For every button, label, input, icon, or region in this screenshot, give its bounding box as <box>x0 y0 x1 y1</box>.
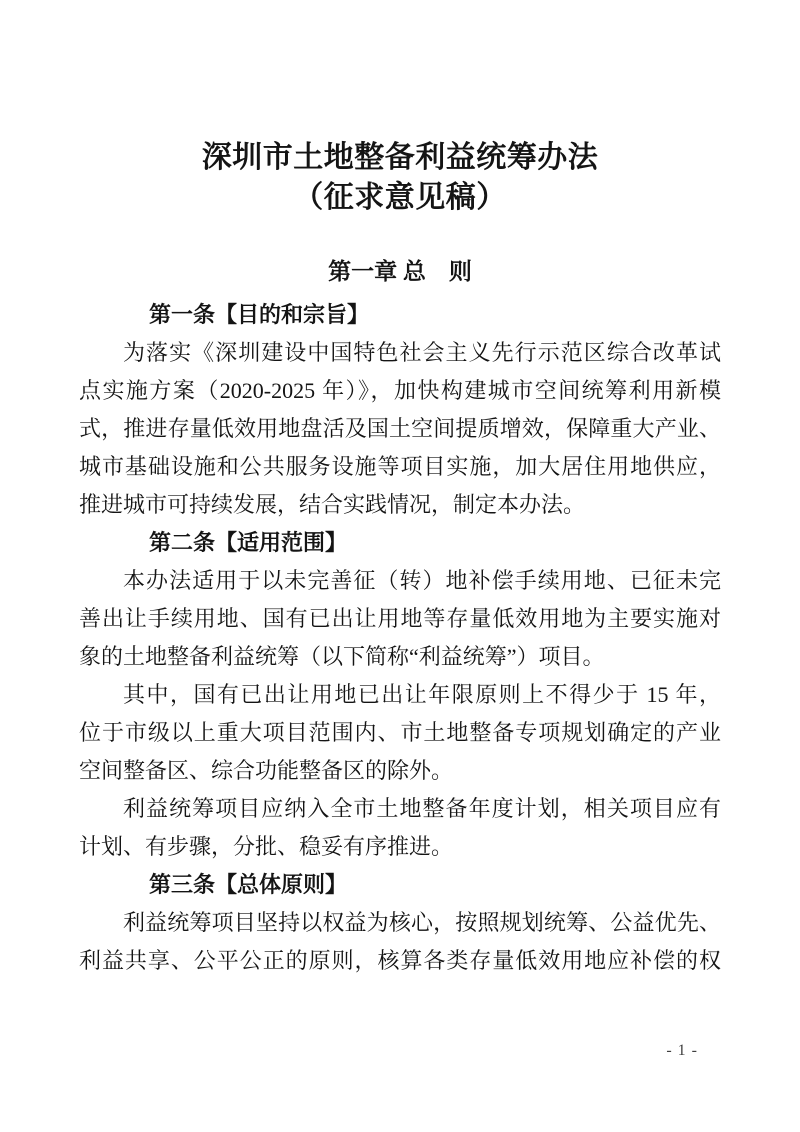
document-title <box>0 138 800 218</box>
title-line-1: 深圳市土地整备利益统筹办法 <box>201 141 599 174</box>
article-2-heading: 第二条【适用范围】 <box>149 530 348 555</box>
paragraph-line: 善出让手续用地、国有已出让用地等存量低效用地为主要实施对 <box>79 606 721 631</box>
paragraph-line: 本办法适用于以未完善征（转）地补偿手续用地、已征未完 <box>123 568 721 593</box>
paragraph-line: 象的土地整备利益统筹（以下简称“利益统筹”）项目。 <box>79 644 605 669</box>
paragraph-line: 式，推进存量低效用地盘活及国土空间提质增效，保障重大产业、 <box>79 416 721 441</box>
paragraph-line: 利益统筹项目应纳入全市土地整备年度计划，相关项目应有 <box>123 796 721 821</box>
paragraph-line: 利益共享、公平公正的原则，核算各类存量低效用地应补偿的权 <box>79 948 721 973</box>
chapter-heading: 第一章 总 则 <box>328 259 472 284</box>
paragraph-line: 位于市级以上重大项目范围内、市土地整备专项规划确定的产业 <box>79 720 721 745</box>
paragraph-line: 计划、有步骤，分批、稳妥有序推进。 <box>79 834 454 859</box>
paragraph-line: 利益统筹项目坚持以权益为核心，按照规划统筹、公益优先、 <box>123 910 721 935</box>
page-number: - 1 - <box>666 1042 698 1059</box>
paragraph-line: 空间整备区、综合功能整备区的除外。 <box>79 758 454 783</box>
paragraph-line: 城市基础设施和公共服务设施等项目实施，加大居住用地供应， <box>79 454 721 479</box>
paragraph-line: 推进城市可持续发展，结合实践情况，制定本办法。 <box>79 492 586 517</box>
paragraph-line: 点实施方案（2020-2025 年）》，加快构建城市空间统筹利用新模 <box>79 378 721 403</box>
article-3-heading: 第三条【总体原则】 <box>149 872 348 897</box>
title-line-2: （征求意见稿） <box>293 181 507 214</box>
paragraph-line: 为落实《深圳建设中国特色社会主义先行示范区综合改革试 <box>123 340 721 365</box>
article-1-heading: 第一条【目的和宗旨】 <box>149 302 370 327</box>
document-body <box>79 296 721 980</box>
paragraph-line: 其中，国有已出让用地已出让年限原则上不得少于 15 年， <box>123 682 721 707</box>
page-footer <box>0 1041 800 1061</box>
